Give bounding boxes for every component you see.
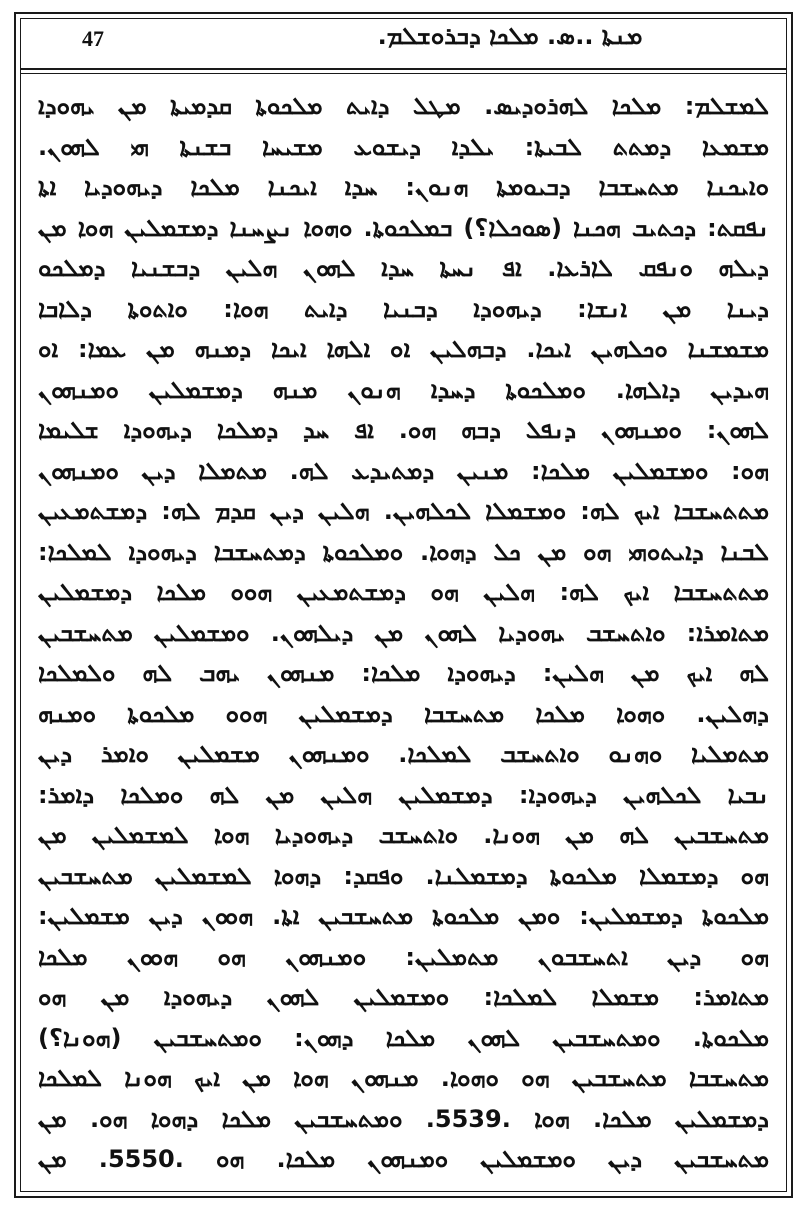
text-line-content: ܕܝܠܗ ܘܢܦܩ ܠܐܪܥܐ. ܐܦ ܢܚܬܐ ܚܕܐ ܠܗܘܢ ܗܠܝܢ ܕܒܫܢܝܐ ܕܡܠܟܘ — [38, 254, 769, 282]
text-line — [38, 937, 769, 977]
text-line — [38, 1099, 769, 1139]
text-line-content: ܡܬܚܫܒܝܢ ܕܝܢ ܘܡܫܡܠܝܢ ܘܡܢܗܘܢ ܡܠܟܐ. ܗܘ .5550. ܡܢ — [38, 1145, 769, 1173]
text-line-content: ܡܫܡܥܐ ܕܡܬܬ ܠܒܝܬܐ: ܝܠܕܐ ܕܝܫܘܥ ܡܫܝܚܐ ܒܫܢܬܐ ܗܝ ܠܗܘܢ. — [38, 132, 769, 161]
text-line-content: ܕܗܠܝܢ. ܘܗܘܐ ܡܠܟܐ ܡܬܚܫܒܐ ܕܡܫܡܠܝܢ ܗܘܘ ܡܠܟܘܬܐ ܘܡܢܗ — [38, 699, 769, 728]
running-title: ܡܢܬܐ ..ܣ. ܡܠܟܐ ܕܒܪܘܫܠܡ. — [377, 22, 643, 50]
text-line — [38, 86, 769, 126]
text-line-content: ܡܠܟܘܬܐ ܕܡܫܡܠܝܢ: ܘܡܢ ܡܠܟܘܬܐ ܡܬܚܫܒܝܢ ܐܬܐ. ܗܘܘܢ ܕܝܢ ܡܫܡܠܝܢ: — [38, 902, 769, 930]
text-line — [38, 572, 769, 612]
text-line — [38, 127, 769, 167]
text-line-content: ܡܬܐܡܪ: ܡܫܡܠܐ ܠܡܠܟܐ: ܘܡܫܡܠܝܢ ܠܗܘܢ ܕܝܗܘܕܐ ܡܢ ܗܘ — [38, 983, 769, 1011]
text-line — [38, 653, 769, 693]
text-line — [38, 856, 769, 896]
text-line — [38, 1018, 769, 1058]
text-line — [38, 532, 769, 572]
text-line-content: ܗܘ ܕܝܢ ܐܬܚܫܒܘܢ ܡܬܡܠܝܢ: ܘܡܢܗܘܢ ܗܘ ܗܘܘܢ ܡܠܟܐ — [38, 942, 769, 971]
header-divider — [20, 73, 787, 74]
text-line — [38, 410, 769, 450]
text-line — [38, 208, 769, 248]
text-line — [38, 329, 769, 369]
text-line-content: ܡܬܡܠܝܐ ܘܗܢܘ ܘܐܬܚܫܒ ܠܡܠܟܐ. ܘܡܢܗܘܢ ܡܫܡܠܝܢ ܘܐܡܪ ܕܝܢ — [38, 740, 769, 768]
text-line — [38, 734, 769, 774]
text-line — [38, 1139, 769, 1179]
text-line — [38, 248, 769, 288]
text-line — [38, 451, 769, 491]
text-line-content: ܗܘ ܕܡܫܡܠܐ ܡܠܟܘܬܐ ܕܡܫܡܠܢܐ. ܘܦܩܕ: ܕܗܘܐ ܠܡܫܡܠܝܢ ܡܬܚܫܒܝܢ — [38, 861, 769, 890]
text-line-content: ܠܒܢܐ ܕܐܝܬܘܗܝ ܗܘ ܡܢ ܟܠ ܕܗܘܐ. ܘܡܠܟܘܬܐ ܕܡܬܚܫܒܐ ܕܝܗܘܕܐ ܠܡܠܟܐ: — [38, 537, 769, 566]
text-line — [38, 370, 769, 410]
text-line-content: ܠܡܫܠܡ: ܡܠܟܐ ܠܗܪܘܕܝܣ. ܡܛܠ ܕܐܝܬ ܡܠܟܘܬܐ ܩܕܡܝܬܐ ܡܢ ܝܗܘܕܐ — [38, 92, 769, 120]
text-line-content: ܠܗܘܢ: ܘܡܢܗܘܢ ܕܢܦܠ ܕܒܗ ܗܘ. ܐܦ ܚܕ ܕܡܠܟܐ ܕܝܗܘܕܐ ܫܠܝܡܐ — [38, 416, 769, 444]
text-line-content: ܢܒܝܐ ܠܟܠܗܝܢ ܕܝܗܘܕܐ: ܕܡܫܡܠܝܢ ܗܠܝܢ ܡܢ ܠܗ ܘܡܠܟܐ ܕܐܡܪ: — [38, 780, 769, 809]
text-line-content: ܡܬܐܡܪܐ: ܘܐܬܚܫܒ ܝܗܘܕܝܐ ܠܗܘܢ ܡܢ ܕܝܠܗܘܢ. ܘܡܫܡܠܝܢ ܡܬܚܫܒܝܢ — [38, 618, 769, 647]
text-line-content: ܠܗ ܐܝܟ ܡܢ ܗܠܝܢ: ܕܝܗܘܕܐ ܡܠܟܐ: ܡܢܗܘܢ ܝܗܒ ܠܗ ܘܠܡܠܟܐ — [38, 659, 769, 687]
text-line — [38, 289, 769, 329]
text-line-content: ܘܐܝܟܢܐ ܡܬܚܫܒܐ ܕܒܝܘܡܬܐ ܗܢܘܢ: ܚܕܐ ܐܝܟܢܐ ܡܠܟܐ ܕܝܗܘܕܝܐ ܐܬܐ — [38, 173, 769, 201]
text-line-content: ܗܘ: ܘܡܫܡܠܝܢ ܡܠܟܐ: ܡܢܝܢ ܕܡܬܝܕܥ ܠܗ. ܡܬܡܠܐ ܕܝܢ ܘܡܢܗܘܢ — [38, 456, 769, 485]
syriac-text-block — [38, 86, 769, 1181]
text-line-content: ܕܝܢܐ ܡܢ ܐܢܫܐ: ܕܝܗܘܕܐ ܕܒܢܝܐ ܕܐܝܬ ܗܘܐ: ܘܐܬܘܬܐ ܕܠܐܒܐ — [38, 294, 769, 323]
page-number: 47 — [82, 26, 104, 51]
text-line-content: ܡܬܬܚܫܒܐ ܐܝܟ ܠܗ: ܗܠܝܢ ܗܘ ܕܡܫܬܡܥܝܢ ܗܘܘ ܡܠܟܐ ܕܡܫܡܠܝܢ — [38, 578, 769, 606]
text-line — [38, 167, 769, 207]
text-line — [38, 613, 769, 653]
text-line — [38, 896, 769, 936]
text-line — [38, 977, 769, 1017]
text-line-content: ܗܝܕܝܢ ܕܐܠܗܐ. ܘܡܠܟܘܬܐ ܕܚܕܐ ܗܢܘܢ ܡܢܗ ܕܡܫܡܠܝܢ ܘܡܢܗܘܢ — [38, 375, 769, 404]
text-line — [38, 815, 769, 855]
text-line-content: ܡܫܡܫܢܐ ܘܟܠܗܝܢ ܐܝܟܐ. ܕܒܗܠܝܢ ܐܘ ܐܠܗܐ ܐܝܟܐ ܕܡܢܗ ܡܢ ܥܡܐ: ܐܘ — [38, 335, 769, 363]
text-line — [38, 1058, 769, 1098]
text-line-content: ܡܬܚܫܒܐ ܡܬܚܫܒܝܢ ܗܘ ܘܗܘܐ. ܡܢܗܘܢ ܗܘܐ ܡܢ ܐܝܟ ܗܘܢܐ ܠܡܠܟܐ — [38, 1064, 769, 1092]
text-line-content: ܡܬܚܫܒܝܢ ܠܗ ܡܢ ܗܘܢܐ. ܘܐܬܚܫܒ ܕܝܗܘܕܝܐ ܗܘܐ ܠܡܫܡܠܝܢ ܡܢ — [38, 821, 769, 849]
text-line-content: ܢܦܩܬ: ܕܟܬܝܒ ܗܟܢܐ (ܣܘܟܠܐ؟) ܒܡܠܟܘܬܐ. ܘܗܘܐ ܢܨܚܢܐ ܕܡܫܡܠܝܢ ܗܘܐ ܡܢ — [38, 213, 769, 242]
text-line-content: ܡܠܟܘܬܐ. ܘܡܬܚܫܒܝܢ ܠܗܘܢ ܡܠܟܐ ܕܗܘܢ: ܘܡܬܚܫܒܝܢ (ܗܘܢܐ؟) — [38, 1023, 769, 1052]
text-line — [38, 491, 769, 531]
text-line — [38, 694, 769, 734]
text-line-content: ܕܡܫܡܠܝܢ ܡܠܟܐ. ܗܘܐ .5539. ܘܡܬܚܫܒܝܢ ܡܠܟܐ ܕܗܘܐ ܗܘ. ܡܢ — [38, 1104, 769, 1133]
text-line — [38, 775, 769, 815]
text-line-content: ܡܬܬܚܫܒܐ ܐܝܟ ܠܗ: ܘܡܫܡܠܐ ܠܟܠܗܝܢ. ܗܠܝܢ ܕܝܢ ܩܕܡ ܠܗ: ܕܡܫܬܡܥܝܢ — [38, 497, 769, 525]
